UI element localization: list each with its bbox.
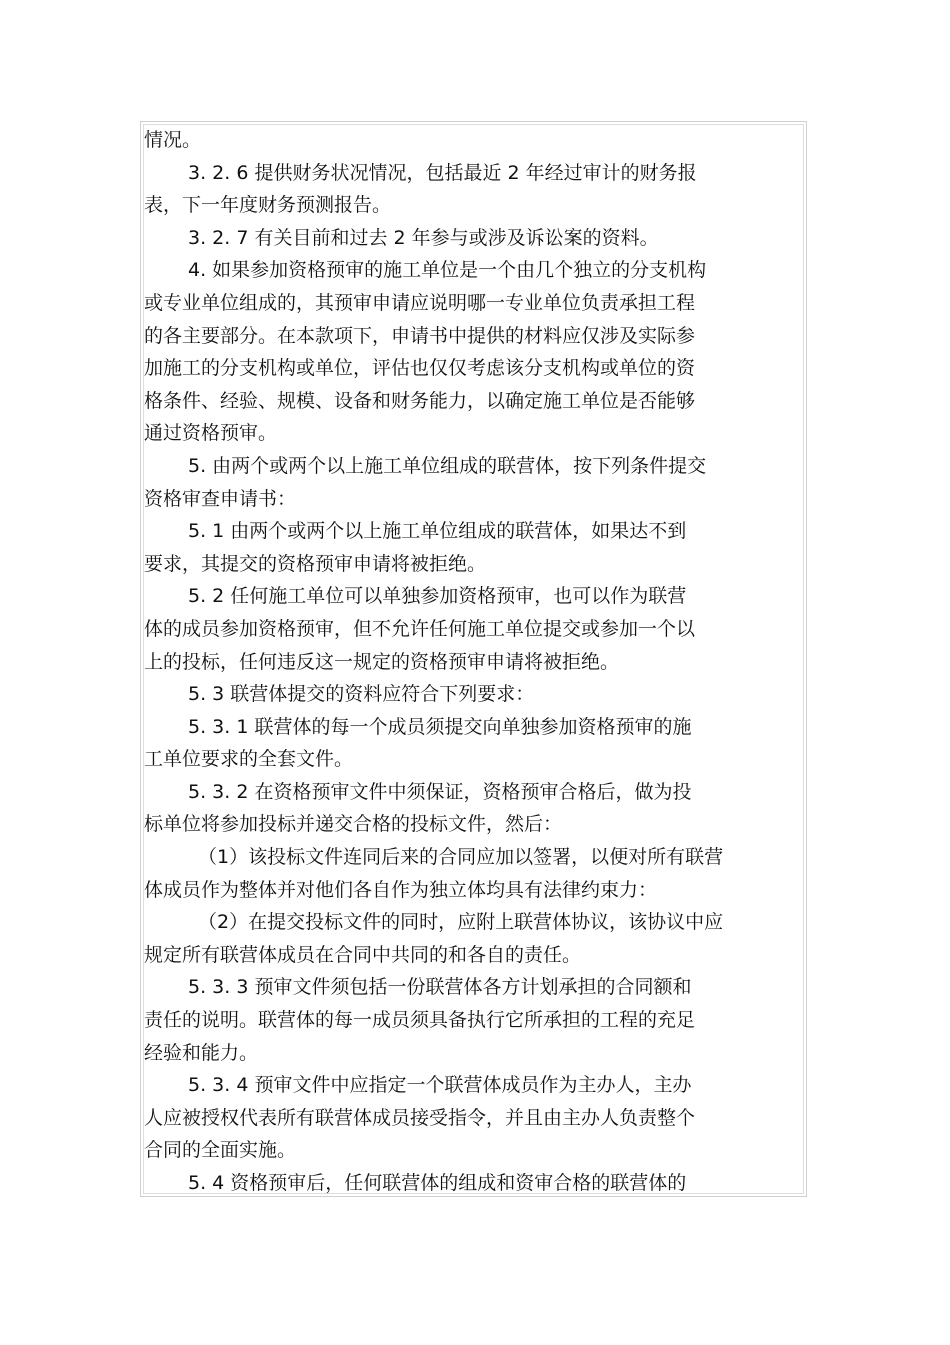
text-line: 5. 4 资格预审后，任何联营体的组成和资审合格的联营体的 bbox=[188, 1172, 687, 1194]
text-line: 5. 3. 4 预审文件中应指定一个联营体成员作为主办人，主办 bbox=[188, 1074, 692, 1097]
text-line: （2）在提交投标文件的同时，应附上联营体协议，该协议中应 bbox=[198, 911, 724, 934]
document-body bbox=[144, 124, 800, 1200]
text-line: 上的投标，任何违反这一规定的资格预审申请将被拒绝。 bbox=[144, 650, 620, 673]
text-line: 加施工的分支机构或单位，评估也仅仅考虑该分支机构或单位的资 bbox=[144, 357, 696, 380]
text-line: 3. 2. 6 提供财务状况情况，包括最近 2 年经过审计的财务报 bbox=[188, 161, 697, 184]
text-line: 5. 3. 2 在资格预审文件中须保证，资格预审合格后，做为投 bbox=[188, 780, 692, 803]
text-line: 情况。 bbox=[144, 129, 202, 151]
text-line: 5. 由两个或两个以上施工单位组成的联营体，按下列条件提交 bbox=[188, 454, 707, 477]
text-line: 责任的说明。联营体的每一成员须具备执行它所承担的工程的充足 bbox=[144, 1009, 696, 1032]
text-line: 通过资格预审。 bbox=[144, 422, 278, 445]
text-line: 5. 1 由两个或两个以上施工单位组成的联营体，如果达不到 bbox=[188, 520, 687, 543]
text-line: 表，下一年度财务预测报告。 bbox=[144, 194, 392, 217]
text-line: 体的成员参加资格预审，但不允许任何施工单位提交或参加一个以 bbox=[144, 617, 696, 640]
text-line: 规定所有联营体成员在合同中共同的和各自的责任。 bbox=[144, 943, 582, 966]
text-line: 5. 3. 1 联营体的每一个成员须提交向单独参加资格预审的施 bbox=[188, 715, 692, 738]
text-line: （1）该投标文件连同后来的合同应加以签署，以便对所有联营 bbox=[198, 846, 724, 869]
text-line: 5. 2 任何施工单位可以单独参加资格预审，也可以作为联营 bbox=[188, 585, 687, 608]
text-line: 或专业单位组成的，其预审申请应说明哪一专业单位负责承担工程 bbox=[144, 291, 696, 314]
text-line: 要求，其提交的资格预审申请将被拒绝。 bbox=[144, 552, 487, 575]
text-line: 合同的全面实施。 bbox=[144, 1139, 297, 1162]
text-line: 人应被授权代表所有联营体成员接受指令，并且由主办人负责整个 bbox=[144, 1106, 696, 1129]
text-line: 5. 3. 3 预审文件须包括一份联营体各方计划承担的合同额和 bbox=[188, 976, 692, 999]
text-line: 格条件、经验、规模、设备和财务能力，以确定施工单位是否能够 bbox=[144, 389, 696, 412]
text-line: 的各主要部分。在本款项下，申请书中提供的材料应仅涉及实际参 bbox=[144, 324, 696, 347]
text-line: 工单位要求的全套文件。 bbox=[144, 748, 354, 771]
text-line: 体成员作为整体并对他们各自作为独立体均具有法律约束力： bbox=[144, 878, 658, 901]
text-line: 5. 3 联营体提交的资料应符合下列要求： bbox=[188, 683, 535, 706]
text-line: 标单位将参加投标并递交合格的投标文件，然后： bbox=[144, 813, 563, 836]
text-line: 资格审查申请书： bbox=[144, 487, 297, 510]
text-line: 经验和能力。 bbox=[144, 1041, 259, 1064]
text-line: 4. 如果参加资格预审的施工单位是一个由几个独立的分支机构 bbox=[188, 259, 707, 282]
text-line: 3. 2. 7 有关目前和过去 2 年参与或涉及诉讼案的资料。 bbox=[188, 226, 659, 249]
